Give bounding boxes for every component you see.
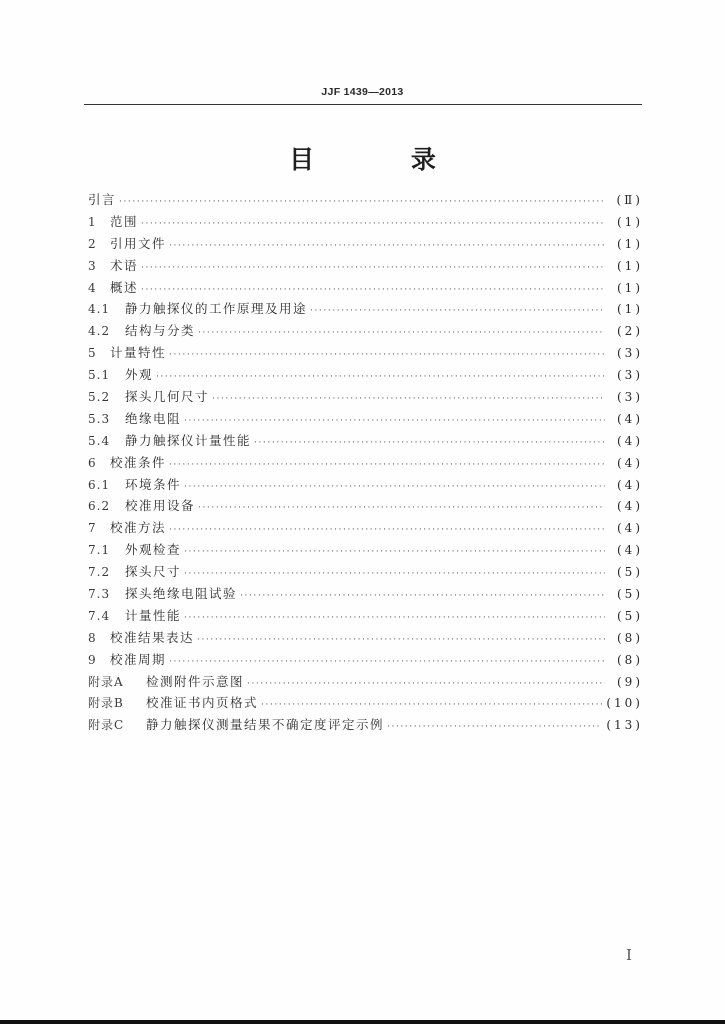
dot-leader (387, 722, 602, 732)
toc-entry[interactable] (88, 540, 643, 562)
toc-entry[interactable] (88, 650, 643, 672)
toc-entry-label: 校准用设备 (125, 498, 196, 514)
toc-entry-number: 7.2 (88, 565, 111, 580)
toc-entry-label: 范围 (110, 213, 139, 229)
dot-leader (254, 438, 605, 448)
toc-entry-page: (4) (617, 521, 643, 536)
toc-entry-label: 校准证书内页格式 (146, 695, 259, 711)
toc-entry-label: 探头几何尺寸 (125, 389, 210, 405)
toc-entry-number: 5 (88, 346, 97, 361)
dot-leader (212, 394, 605, 404)
dot-leader (184, 416, 605, 426)
toc-entry-number: 5.1 (88, 368, 111, 383)
toc-entry-label: 静力触探仪测量结果不确定度评定示例 (146, 717, 385, 733)
dot-leader (141, 219, 605, 229)
toc-entry-label: 校准方法 (110, 520, 167, 536)
toc-entry-number: 6 (88, 455, 97, 470)
toc-entry-number: 1 (88, 214, 97, 229)
dot-leader (169, 525, 605, 535)
toc-entry-label: 检测附件示意图 (146, 673, 245, 689)
toc-entry-label: 绝缘电阻 (125, 410, 182, 426)
toc-entry-page: (4) (617, 499, 643, 514)
toc-entry[interactable] (88, 190, 643, 212)
toc-entry-number: 7.4 (88, 608, 111, 623)
dot-leader (141, 263, 605, 273)
toc-entry-page: (Ⅱ) (616, 193, 643, 207)
toc-entry-label: 外观 (125, 367, 154, 383)
page-title: 目 录 (289, 145, 480, 174)
dot-leader (247, 679, 605, 689)
toc-entry-page: (4) (617, 455, 643, 470)
dot-leader (198, 328, 605, 338)
toc-entry[interactable] (88, 343, 643, 365)
toc-entry[interactable] (88, 518, 643, 540)
toc-entry[interactable] (88, 628, 643, 650)
toc-entry-page: (4) (617, 477, 643, 492)
toc-entry[interactable] (88, 672, 643, 694)
toc-entry-page: (1) (617, 236, 643, 251)
toc-entry-number: 5.2 (88, 390, 111, 405)
toc-entry[interactable] (88, 431, 643, 453)
toc-entry-page: (4) (617, 543, 643, 558)
toc-entry-number: 附录B (88, 696, 124, 711)
toc-entry-page: (3) (617, 368, 643, 383)
toc-entry-number: 9 (88, 652, 97, 667)
toc-entry-label: 引用文件 (110, 235, 167, 251)
toc-entry[interactable] (88, 453, 643, 475)
toc-entry[interactable] (88, 234, 643, 256)
dot-leader (310, 306, 605, 316)
toc-entry-number: 4 (88, 280, 97, 295)
dot-leader (156, 372, 605, 382)
toc-entry[interactable] (88, 475, 643, 497)
toc-entry[interactable] (88, 278, 643, 300)
toc-entry[interactable] (88, 256, 643, 278)
toc-entry-label: 静力触探仪计量性能 (125, 432, 252, 448)
toc-entry[interactable] (88, 693, 643, 715)
toc-entry-page: (2) (617, 324, 643, 339)
dot-leader (141, 285, 605, 295)
dot-leader (184, 482, 605, 492)
toc-entry-page: (5) (617, 565, 643, 580)
toc-entry-label: 校准周期 (110, 651, 167, 667)
toc-entry-number: 6.1 (88, 477, 111, 492)
dot-leader (169, 657, 605, 667)
dot-leader (198, 503, 605, 513)
dot-leader (184, 613, 605, 623)
toc-entry-page: (13) (606, 718, 643, 733)
toc-entry-page: (4) (617, 411, 643, 426)
toc-entry-label: 外观检查 (125, 542, 182, 558)
toc-entry-number: 5.4 (88, 433, 111, 448)
toc-entry[interactable] (88, 715, 643, 737)
toc-entry-label: 术语 (110, 257, 139, 273)
toc-entry-page: (8) (617, 630, 643, 645)
dot-leader (261, 700, 602, 710)
dot-leader (169, 460, 605, 470)
toc-entry-number: 2 (88, 236, 97, 251)
toc-entry[interactable] (88, 212, 643, 234)
dot-leader (197, 635, 605, 645)
toc-entry-page: (5) (617, 608, 643, 623)
toc-entry-page: (9) (617, 674, 643, 689)
toc-entry-number: 8 (88, 630, 97, 645)
document-code: JJF 1439—2013 (321, 86, 404, 98)
toc-entry-number: 4.1 (88, 302, 111, 317)
toc-entry-number: 3 (88, 258, 97, 273)
toc-entry[interactable] (88, 606, 643, 628)
dot-leader (169, 350, 605, 360)
toc-entry-page: (10) (606, 696, 643, 711)
toc-entry[interactable] (88, 496, 643, 518)
toc-entry-number: 7.1 (88, 543, 111, 558)
toc-entry[interactable] (88, 409, 643, 431)
page-number: I (626, 946, 632, 964)
toc-entry-page: (4) (617, 433, 643, 448)
toc-entry[interactable] (88, 562, 643, 584)
toc-entry-page: (1) (617, 302, 643, 317)
toc-entry-label: 引言 (88, 192, 117, 207)
toc-entry-label: 环境条件 (125, 476, 182, 492)
toc-entry-page: (3) (617, 346, 643, 361)
toc-entry-page: (1) (617, 258, 643, 273)
toc-entry-label: 校准条件 (110, 454, 167, 470)
toc-entry-number: 7.3 (88, 587, 111, 602)
toc-entry[interactable] (88, 584, 643, 606)
header-rule (84, 104, 642, 105)
toc-entry-label: 校准结果表达 (110, 629, 195, 645)
scan-bottom-edge (0, 1020, 725, 1024)
toc-entry-label: 计量性能 (125, 607, 182, 623)
dot-leader (169, 241, 605, 251)
toc-entry-label: 概述 (110, 279, 139, 295)
toc-entry-label: 静力触探仪的工作原理及用途 (125, 301, 308, 317)
toc-entry-number: 附录C (88, 718, 125, 733)
toc-entry[interactable] (88, 387, 643, 409)
toc-entry-page: (8) (617, 652, 643, 667)
toc-entry-label: 结构与分类 (125, 323, 196, 339)
toc-entry-page: (5) (617, 587, 643, 602)
dot-leader (119, 197, 605, 207)
toc-entry-number: 附录A (88, 674, 124, 689)
toc-entry-page: (1) (617, 280, 643, 295)
toc-entry[interactable] (88, 365, 643, 387)
toc-entry-label: 探头绝缘电阻试验 (125, 586, 238, 602)
toc-entry-label: 计量特性 (110, 345, 167, 361)
table-of-contents (88, 190, 643, 737)
toc-entry-number: 5.3 (88, 411, 111, 426)
toc-entry-label: 探头尺寸 (125, 564, 182, 580)
toc-entry-page: (1) (617, 214, 643, 229)
toc-entry-number: 7 (88, 521, 97, 536)
toc-entry-number: 4.2 (88, 324, 111, 339)
dot-leader (184, 569, 605, 579)
toc-entry-page: (3) (617, 390, 643, 405)
toc-entry-number: 6.2 (88, 499, 111, 514)
dot-leader (184, 547, 605, 557)
dot-leader (240, 591, 605, 601)
toc-entry[interactable] (88, 321, 643, 343)
toc-entry[interactable] (88, 299, 643, 321)
